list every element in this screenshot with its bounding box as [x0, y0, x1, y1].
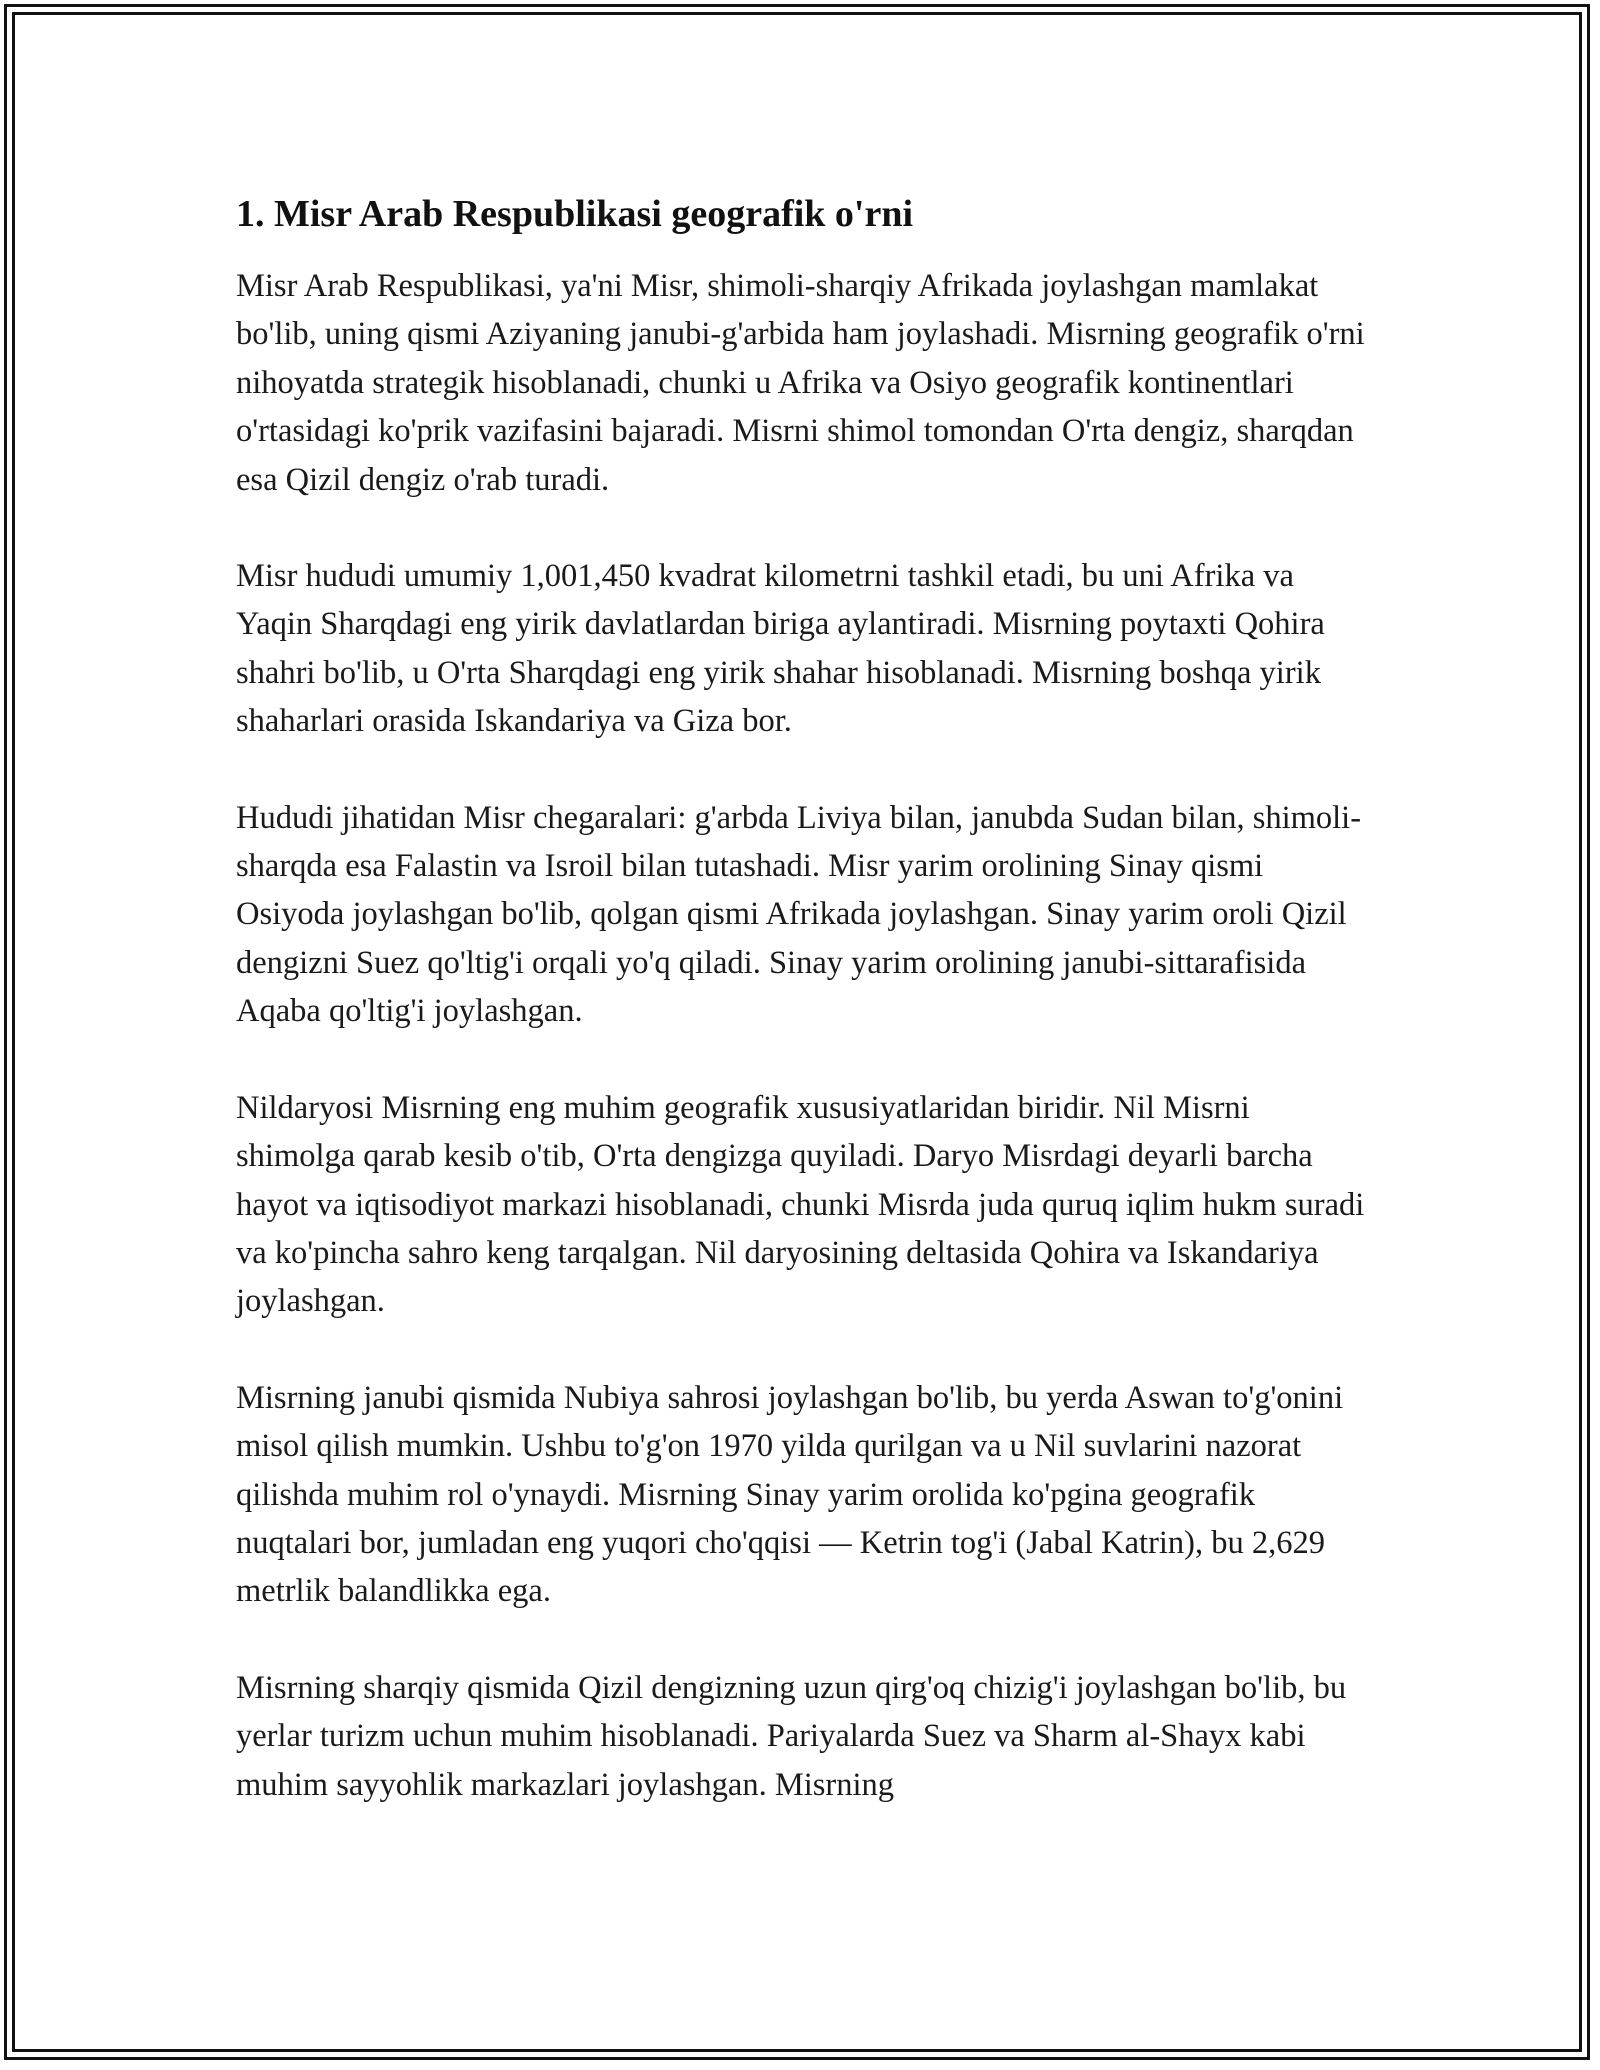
paragraph-red-sea-coast: Misrning sharqiy qismida Qizil dengizning uzun qirg'oq chizig'i joylashgan bo'lib, bu yerlar turizm uchun muhim hisoblanadi. Pariyalarda Suez va Sharm al-Shayx kabi muhim sayyohlik markazlari joylashgan. Misrning	[236, 1669, 1347, 1803]
paragraph-location-overview: Misr Arab Respublikasi, ya'ni Misr, shimoli-sharqiy Afrikada joylashgan mamlakat bo'lib, uning qismi Aziyaning janubi-g'arbida ham joylashadi. Misrning geografik o'rni nihoyatda strategik hisoblanadi, chunki u Afrika va Osiyo geografik kontinentlari o'rtasidagi ko'prik vazifasini bajaradi. Misrni shimol tomondan O'rta dengiz, sharqdan esa Qizil dengiz o'rab turadi.	[236, 268, 1365, 498]
document-body	[236, 186, 1366, 1857]
paragraph-borders: Hududi jihatidan Misr chegaralari: g'arbda Liviya bilan, janubda Sudan bilan, shimoli-sharqda esa Falastin va Isroil bilan tutashadi. Misr yarim orolining Sinay qismi Osiyoda joylashgan bo'lib, qolgan qismi Afrikada joylashgan. Sinay yarim oroli Qizil dengizni Suez qo'ltig'i orqali yo'q qiladi. Sinay yarim orolining janubi-sittarafisida Aqaba qo'ltig'i joylashgan.	[236, 799, 1362, 1030]
paragraph-nile-river: Nildaryosi Misrning eng muhim geografik xususiyatlaridan biridir. Nil Misrni shimolga qarab kesib o'tib, O'rta dengizga quyiladi. Daryo Misrdagi deyarli barcha hayot va iqtisodiyot markazi hisoblanadi, chunki Misrda juda quruq iqlim hukm suradi va ko'pincha sahro keng tarqalgan. Nil daryosining deltasida Qohira va Iskandariya joylashgan.	[236, 1089, 1365, 1320]
section-heading: 1. Misr Arab Respublikasi geografik o'rni	[236, 193, 914, 235]
paragraph-area-capital: Misr hududi umumiy 1,001,450 kvadrat kilometrni tashkil etadi, bu uni Afrika va Yaqin Sharqdagi eng yirik davlatlardan biriga aylantiradi. Misrning poytaxti Qohira shahri bo'lib, u O'rta Sharqdagi eng yirik shahar hisoblanadi. Misrning boshqa yirik shaharlari orasida Iskandariya va Giza bor.	[236, 558, 1325, 740]
paragraph-south-sinai: Misrning janubi qismida Nubiya sahrosi joylashgan bo'lib, bu yerda Aswan to'g'onini misol qilish mumkin. Ushbu to'g'on 1970 yilda qurilgan va u Nil suvlarini nazorat qilishda muhim rol o'ynaydi. Misrning Sinay yarim orolida ko'pgina geografik nuqtalari bor, jumladan eng yuqori cho'qqisi — Ketrin tog'i (Jabal Katrin), bu 2,629 metrlik balandlikka ega.	[236, 1379, 1344, 1610]
